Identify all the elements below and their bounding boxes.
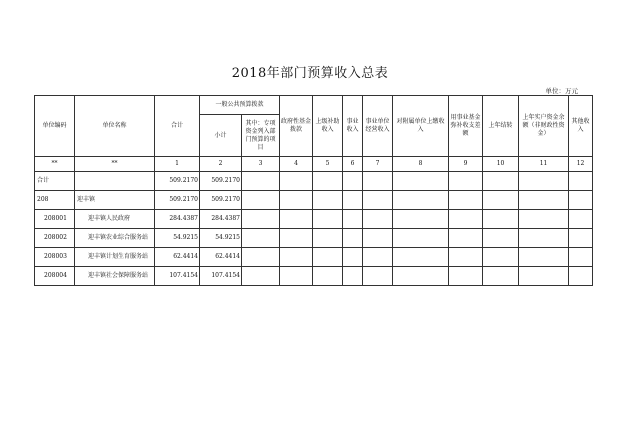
- table-row: [35, 248, 593, 267]
- row-subtotal: 509.2170: [200, 191, 242, 210]
- header-special: 其中：专项资金列入部门预算的项目: [242, 115, 280, 157]
- header-total: 合计: [155, 96, 200, 157]
- table-row: [35, 210, 593, 229]
- header-general: 一般公共预算拨款: [200, 96, 280, 115]
- table-row: [35, 229, 593, 248]
- header-subtotal: 小计: [200, 115, 242, 157]
- row-name: 迎丰镇: [75, 191, 155, 210]
- index-cell: **: [75, 157, 155, 172]
- table-row: [35, 191, 593, 210]
- row-code: 208002: [35, 229, 75, 248]
- row-code: 合计: [35, 172, 75, 191]
- index-cell: 4: [280, 157, 313, 172]
- index-cell: 1: [155, 157, 200, 172]
- header-gov-fund: 政府性基金拨款: [280, 96, 313, 157]
- row-name: 迎丰镇社会保障服务站: [75, 267, 155, 286]
- header-carryover: 上年结转: [483, 96, 519, 157]
- index-cell: **: [35, 157, 75, 172]
- header-superior: 上级补助收入: [313, 96, 343, 157]
- row-code: 208: [35, 191, 75, 210]
- row-code: 208004: [35, 267, 75, 286]
- row-total: 107.4154: [155, 267, 200, 286]
- index-cell: 5: [313, 157, 343, 172]
- row-total: 54.9215: [155, 229, 200, 248]
- header-unused: 上年实户资金余额（非财政性资金）: [519, 96, 569, 157]
- index-cell: 11: [519, 157, 569, 172]
- row-total: 509.2170: [155, 172, 200, 191]
- row-name: 迎丰镇农业综合服务站: [75, 229, 155, 248]
- row-name: 迎丰镇计划生育服务站: [75, 248, 155, 267]
- row-subtotal: 62.4414: [200, 248, 242, 267]
- index-cell: 10: [483, 157, 519, 172]
- row-total: 509.2170: [155, 191, 200, 210]
- index-cell: 2: [200, 157, 242, 172]
- row-total: 284.4387: [155, 210, 200, 229]
- row-code: 208003: [35, 248, 75, 267]
- header-subordinate: 对附属单位上缴收入: [393, 96, 449, 157]
- table-row: [35, 267, 593, 286]
- header-code: 单位编码: [35, 96, 75, 157]
- row-subtotal: 54.9215: [200, 229, 242, 248]
- row-subtotal: 509.2170: [200, 172, 242, 191]
- index-cell: 6: [343, 157, 363, 172]
- row-subtotal: 284.4387: [200, 210, 242, 229]
- header-business: 事业收入: [343, 96, 363, 157]
- index-row: [35, 157, 593, 172]
- row-name: [75, 172, 155, 191]
- header-other: 其他收入: [569, 96, 593, 157]
- row-subtotal: 107.4154: [200, 267, 242, 286]
- row-total: 62.4414: [155, 248, 200, 267]
- index-cell: 8: [393, 157, 449, 172]
- table-row: [35, 172, 593, 191]
- row-code: 208001: [35, 210, 75, 229]
- unit-label: 单位：万元: [545, 87, 578, 95]
- index-cell: 9: [449, 157, 483, 172]
- page-title: 2018年部门预算收入总表: [231, 66, 389, 81]
- header-reserve: 用事业基金弥补收支差额: [449, 96, 483, 157]
- index-cell: 12: [569, 157, 593, 172]
- header-operating: 事业单位经营收入: [363, 96, 393, 157]
- index-cell: 3: [242, 157, 280, 172]
- budget-income-table: [34, 95, 593, 286]
- index-cell: 7: [363, 157, 393, 172]
- row-name: 迎丰镇人民政府: [75, 210, 155, 229]
- header-name: 单位名称: [75, 96, 155, 157]
